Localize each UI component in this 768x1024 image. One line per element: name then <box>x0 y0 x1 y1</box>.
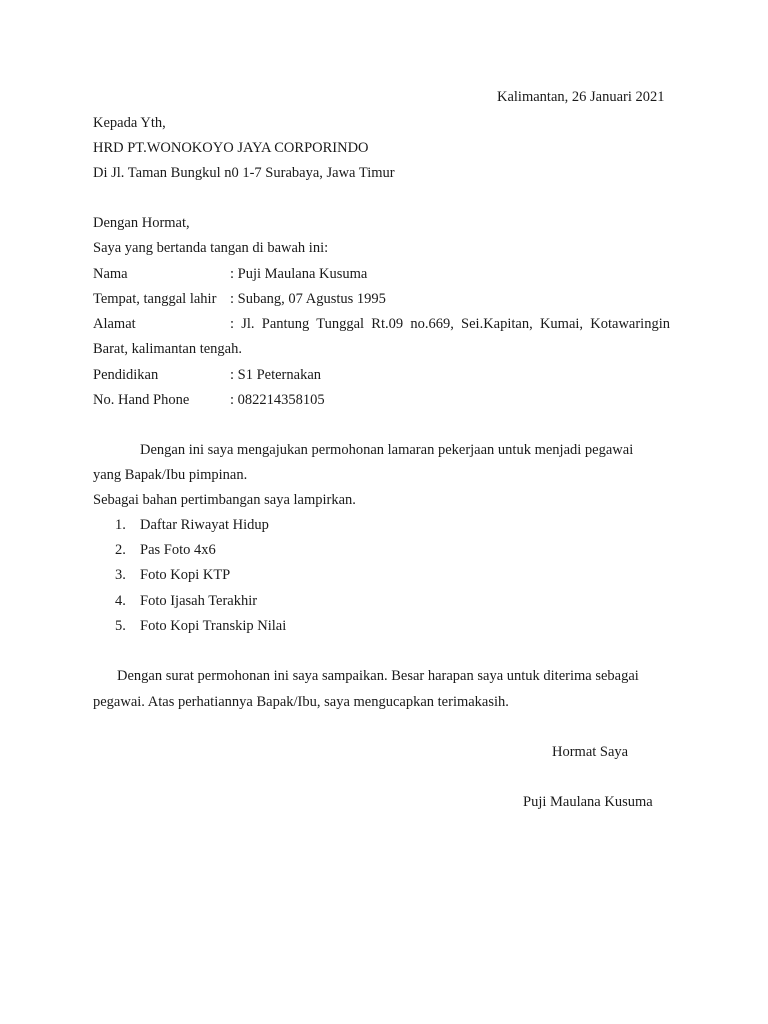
list-item: Foto Kopi KTP <box>140 567 231 583</box>
field-row-ttl <box>93 290 386 308</box>
recipient-company: HRD PT.WONOKOYO JAYA CORPORINDO <box>93 140 369 156</box>
list-item-number: 3. <box>115 567 126 583</box>
list-item: Pas Foto 4x6 <box>140 542 216 558</box>
signoff: Hormat Saya <box>552 744 629 760</box>
recipient-address: Di Jl. Taman Bungkul n0 1-7 Surabaya, Jawa Timur <box>93 165 395 181</box>
field-label: Tempat, tanggal lahir <box>93 291 217 307</box>
attachments-intro: Sebagai bahan pertimbangan saya lampirkan. <box>93 492 356 508</box>
list-item-number: 4. <box>115 593 126 609</box>
recipient-salutation: Kepada Yth, <box>93 115 166 131</box>
list-item: Daftar Riwayat Hidup <box>140 517 269 533</box>
field-value: : Subang, 07 Agustus 1995 <box>230 291 386 307</box>
intro-text: Saya yang bertanda tangan di bawah ini: <box>93 240 329 256</box>
field-value: : Jl. Pantung Tunggal Rt.09 no.669, Sei.Kapitan, Kumai, Kotawaringin <box>230 316 670 332</box>
place-date: Kalimantan, 26 Januari 2021 <box>497 89 665 105</box>
greeting: Dengan Hormat, <box>93 215 190 231</box>
list-item-number: 2. <box>115 542 126 558</box>
list-item-number: 5. <box>115 618 126 634</box>
body-paragraph-line1: Dengan ini saya mengajukan permohonan lamaran pekerjaan untuk menjadi pegawai <box>140 442 634 458</box>
list-item: Foto Ijasah Terakhir <box>140 593 258 609</box>
signature-name: Puji Maulana Kusuma <box>523 794 653 810</box>
field-value: : 082214358105 <box>230 392 325 408</box>
field-value: : S1 Peternakan <box>230 367 322 383</box>
field-alamat-continuation: Barat, kalimantan tengah. <box>93 341 242 357</box>
closing-paragraph-line2: pegawai. Atas perhatiannya Bapak/Ibu, saya mengucapkan terimakasih. <box>93 694 509 710</box>
field-row-alamat <box>93 315 670 333</box>
closing-paragraph-line1: Dengan surat permohonan ini saya sampaikan. Besar harapan saya untuk diterima sebagai <box>117 668 639 684</box>
field-label: No. Hand Phone <box>93 392 190 408</box>
list-item: Foto Kopi Transkip Nilai <box>140 618 287 634</box>
body-paragraph-line2: yang Bapak/Ibu pimpinan. <box>93 467 248 483</box>
field-row-phone <box>93 391 325 409</box>
field-row-nama <box>93 265 367 283</box>
field-value: : Puji Maulana Kusuma <box>230 266 368 282</box>
field-label: Nama <box>93 266 128 282</box>
field-label: Pendidikan <box>93 367 159 383</box>
field-label: Alamat <box>93 316 136 332</box>
field-row-pendidikan <box>93 366 321 384</box>
list-item-number: 1. <box>115 517 126 533</box>
